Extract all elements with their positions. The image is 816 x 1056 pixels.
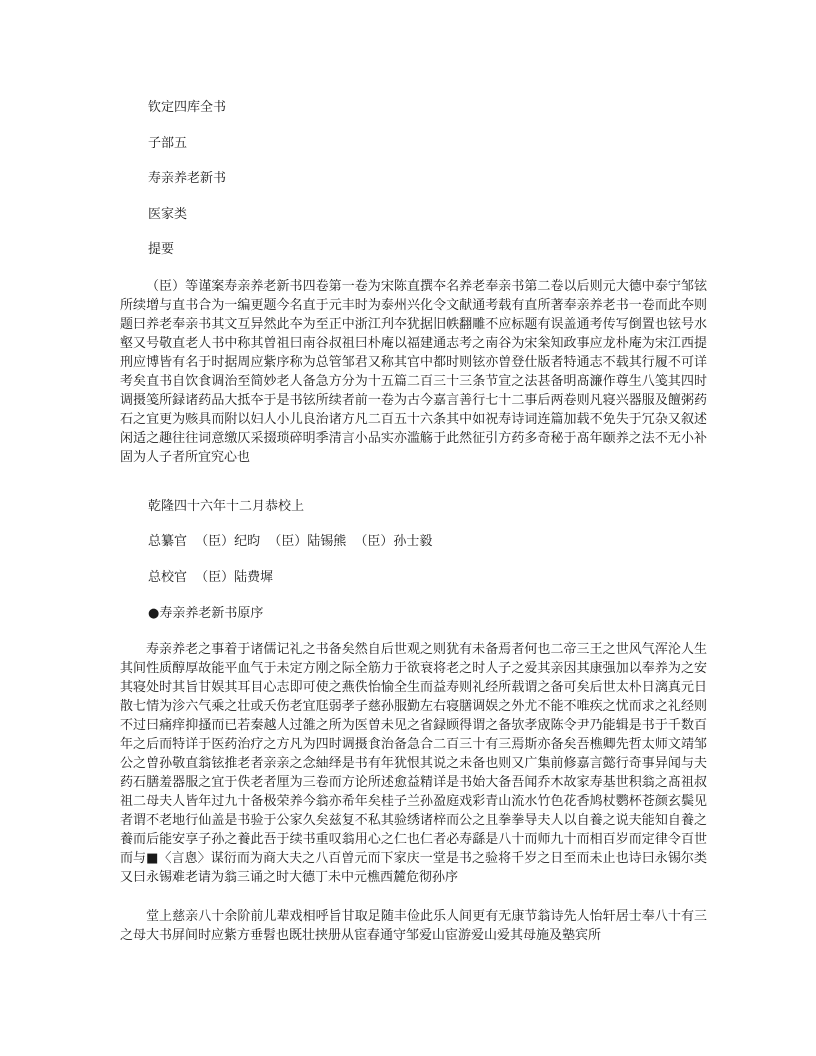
date-line: 乾隆四十六年十二月恭校上 bbox=[148, 499, 305, 514]
book-title: 寿亲养老新书 bbox=[148, 171, 227, 186]
section-title: 子部五 bbox=[148, 136, 188, 151]
summary-heading: 提要 bbox=[148, 242, 175, 257]
preface-paragraph-1: 寿亲养老之事着于诸儒记礼之书备矣然自后世观之则犹有未备焉者何也二帝三王之世风气浑沦人生其间性质醇厚故能平血气于未定方刚之际全筋力于欲衰将老之时人子之爱其亲因其康强加以奉养为之安其寝处时其旨甘娱其耳目心志即可使之燕佚怡愉全生而益寿则礼经所载谓之备可矣后世太朴日漓真元日散七情为沴六气乘之壮或夭伤老宜尫弱孝子慈孙服勤左右寝膳调娱之外尤不能不唯疾之忧而求之礼经则不过曰痛痒抑搔而已若秦越人过雒之所为医曽未见之省録顾得谓之备欤孝宬陈令尹乃能辑是书于千数百年之后而特详于医药治疗之方凡为四时调摄食治备急合二百三十有三焉斯亦备矣吾樵卿先哲太师文靖邹公之曽孙敬直翁铉推老者亲亲之念紬绎是书有年犹恨其说之未备也则又广集前修嘉言懿行奇事异闻与夫药石膳羞器服之宜于佚老者厘为三卷而方论所述愈益精详是书始大备吾闻乔木故家寿基世积翁之髙祖叔祖二母夫人皆年过九十备极荣养今翁亦希年矣桂子兰孙盈庭戏彩青山流水竹色花香鸠杖鹦杯苍颜玄鬓见者谓不老地行仙盖是书验于公家久矣兹复不私其验绣诸梓而公之且拳拳导夫人以自養之说夫能知自養之養而后能安享子孙之養此吾于续书重叹翁用心之仁也仁者必寿繇是八十而师九十而相百岁而定律令百世而与■〈言悤〉谋衍而为商大夫之八百曽元而下家庆一堂是书之验将千岁之日至而未止也诗曰永锡尔类又曰永锡难老请为翁三诵之时大德丁未中元樵西麓危彻孙序 bbox=[120, 642, 707, 885]
compilers-line: 总纂官 （臣）纪昀 （臣）陆锡熊 （臣）孙士毅 bbox=[148, 534, 433, 549]
proofreader-line: 总校官 （臣）陆费墀 bbox=[148, 570, 274, 585]
collection-title: 钦定四库全书 bbox=[148, 100, 227, 115]
summary-paragraph: （臣）等谨案寿亲养老新书四卷第一卷为宋陈直撰夲名养老奉亲书第二卷以后则元大德中泰宁邹铉所续增与直书合为一编更题今名直于元丰时为泰州兴化令文献通考载有直所著奉亲养老书一卷而此夲则题曰养老奉亲书其文互异然此夲为至正中浙江刋夲犹据旧帙翻雕不应标题有误盖通考传写倒置也铉号水壑又号敬直老人书中称其曽祖曰南谷叔祖曰朴庵以福建通志考之南谷为宋枀知政事应龙朴庵为宋江西提刑应博皆有名于时据周应紫序称为总管邹君又称其官中都时则铉亦曽登仕版者特通志不载其行履不可详考矣直书自饮食调治至简妙老人备急方分为十五篇二百三十三条节宣之法甚备明髙濂作尊生八笺其四时调摄笺所録诸药品大抵夲于是书铉所续者前一卷为古今嘉言善行七十二事后两卷则凡寝兴器服及饘粥药石之宜更为赅具而附以妇人小儿良治诸方凡二百五十六条其中如祝寿诗词连篇加载不免失于冗杂又叙述闲适之趣往往词意缴仄采掇琐碎明季清言小品实亦滥觞于此然征引方药多奇秘于髙年颐养之法不无小补固为人子者所宜究心也 bbox=[120, 279, 707, 465]
preface-heading: ●寿亲养老新书原序 bbox=[148, 606, 264, 621]
category-label: 医家类 bbox=[148, 207, 188, 222]
preface-paragraph-2: 堂上慈亲八十余阶前儿辈戏相呼旨甘取足随丰俭此乐人间更有无康节翁诗先人怡轩居士奉八十有三之母大书屏间时应紫方垂髫也既壮挟册从宦春通守邹爱山宦游爱山爱其母施及塾宾所 bbox=[120, 909, 707, 943]
